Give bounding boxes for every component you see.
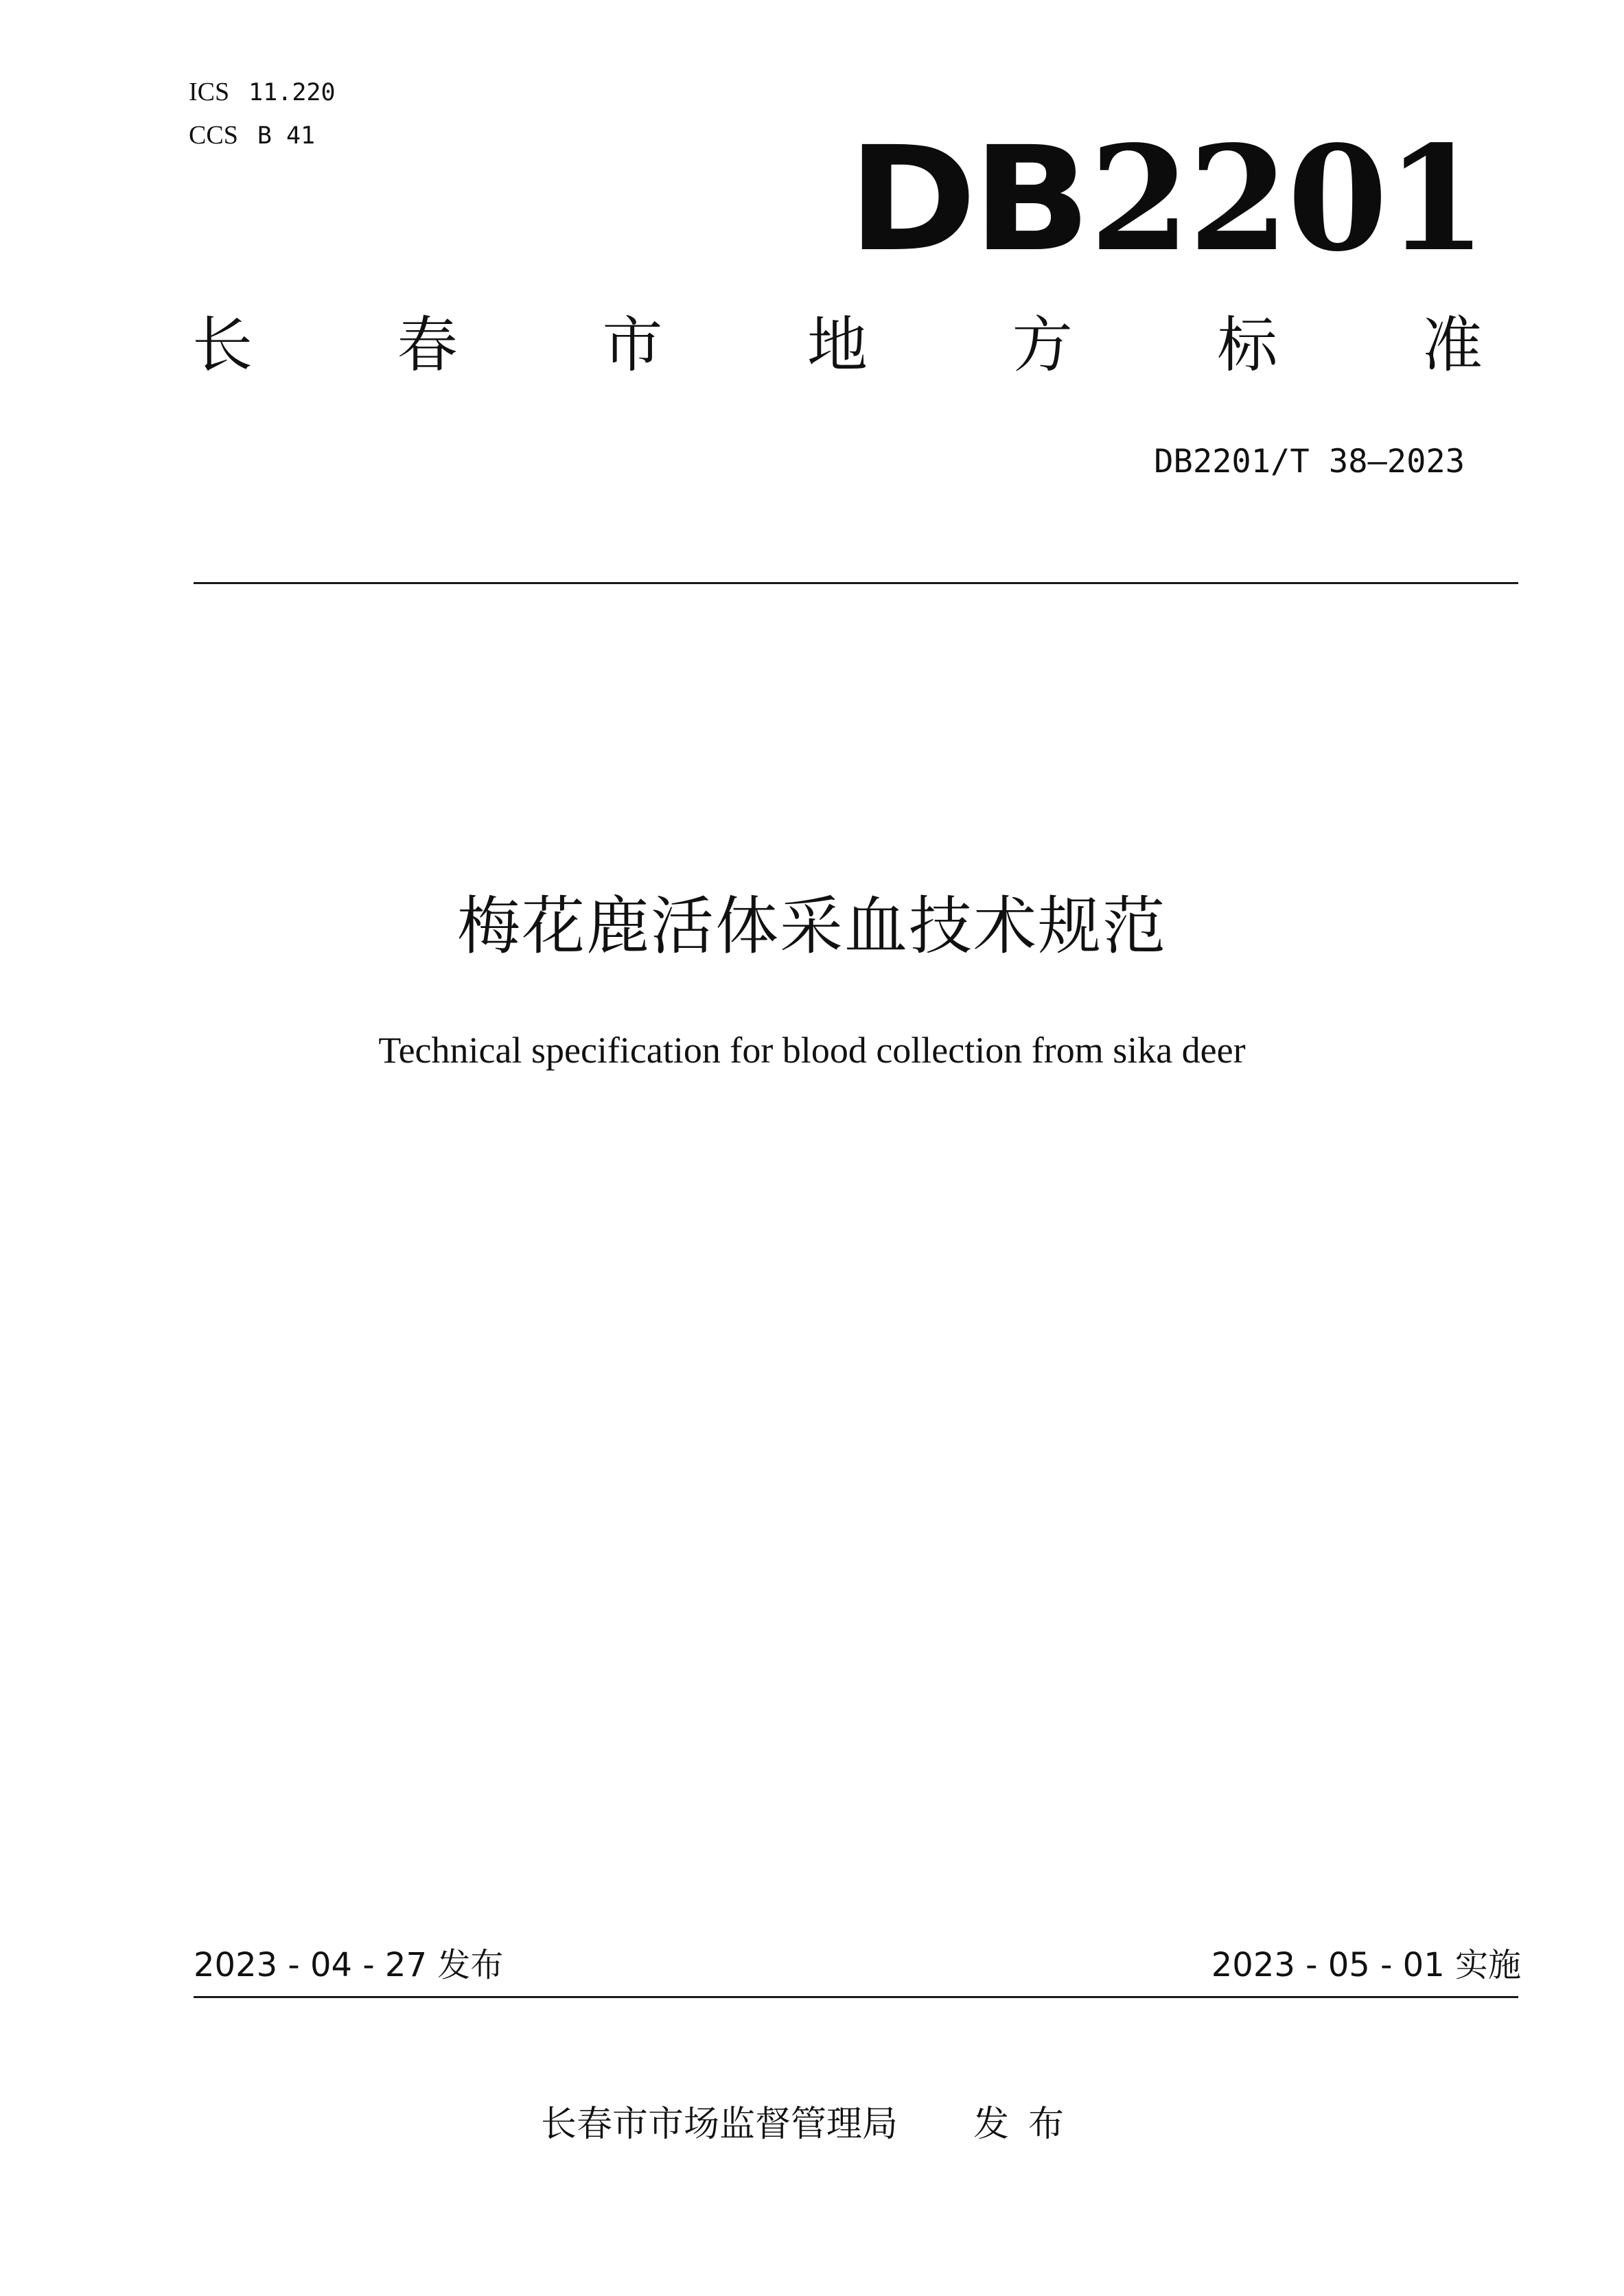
standard-number: DB2201/T 38—2023 [1154,443,1465,480]
db-logo-prefix: DB [848,115,1087,283]
ics-value: 11.220 [248,79,336,106]
publisher-line [0,2100,1624,2148]
standard-type-char: 地 [807,310,868,380]
implementation-date: 2023 - 05 - 01 实施 [1211,1946,1521,1984]
standard-type-char: 标 [1217,310,1278,380]
title-english: Technical specification for blood collection from sika deer [378,1030,1246,1071]
standard-type-heading [192,308,1483,383]
standard-type-char: 准 [1422,310,1483,380]
publisher-action: 发布 [973,2104,1084,2145]
top-divider [194,582,1518,584]
ccs-label: CCS [189,121,238,150]
ics-code [189,77,336,107]
db-logo [848,114,1485,283]
standard-type-char: 市 [602,310,663,380]
ccs-value: B 41 [257,122,316,150]
standard-type-char: 长 [192,310,253,380]
standard-type-char: 方 [1012,310,1073,380]
ccs-code [189,120,315,150]
publisher-name: 长春市市场监督管理局 [540,2104,898,2145]
db-logo-code: 2201 [1089,114,1485,283]
ics-label: ICS [189,78,230,106]
title-chinese: 梅花鹿活体采血技术规范 [456,890,1167,963]
standard-type-char: 春 [397,310,458,380]
issue-date: 2023 - 04 - 27 发布 [194,1946,504,1984]
bottom-divider [194,1996,1518,1998]
